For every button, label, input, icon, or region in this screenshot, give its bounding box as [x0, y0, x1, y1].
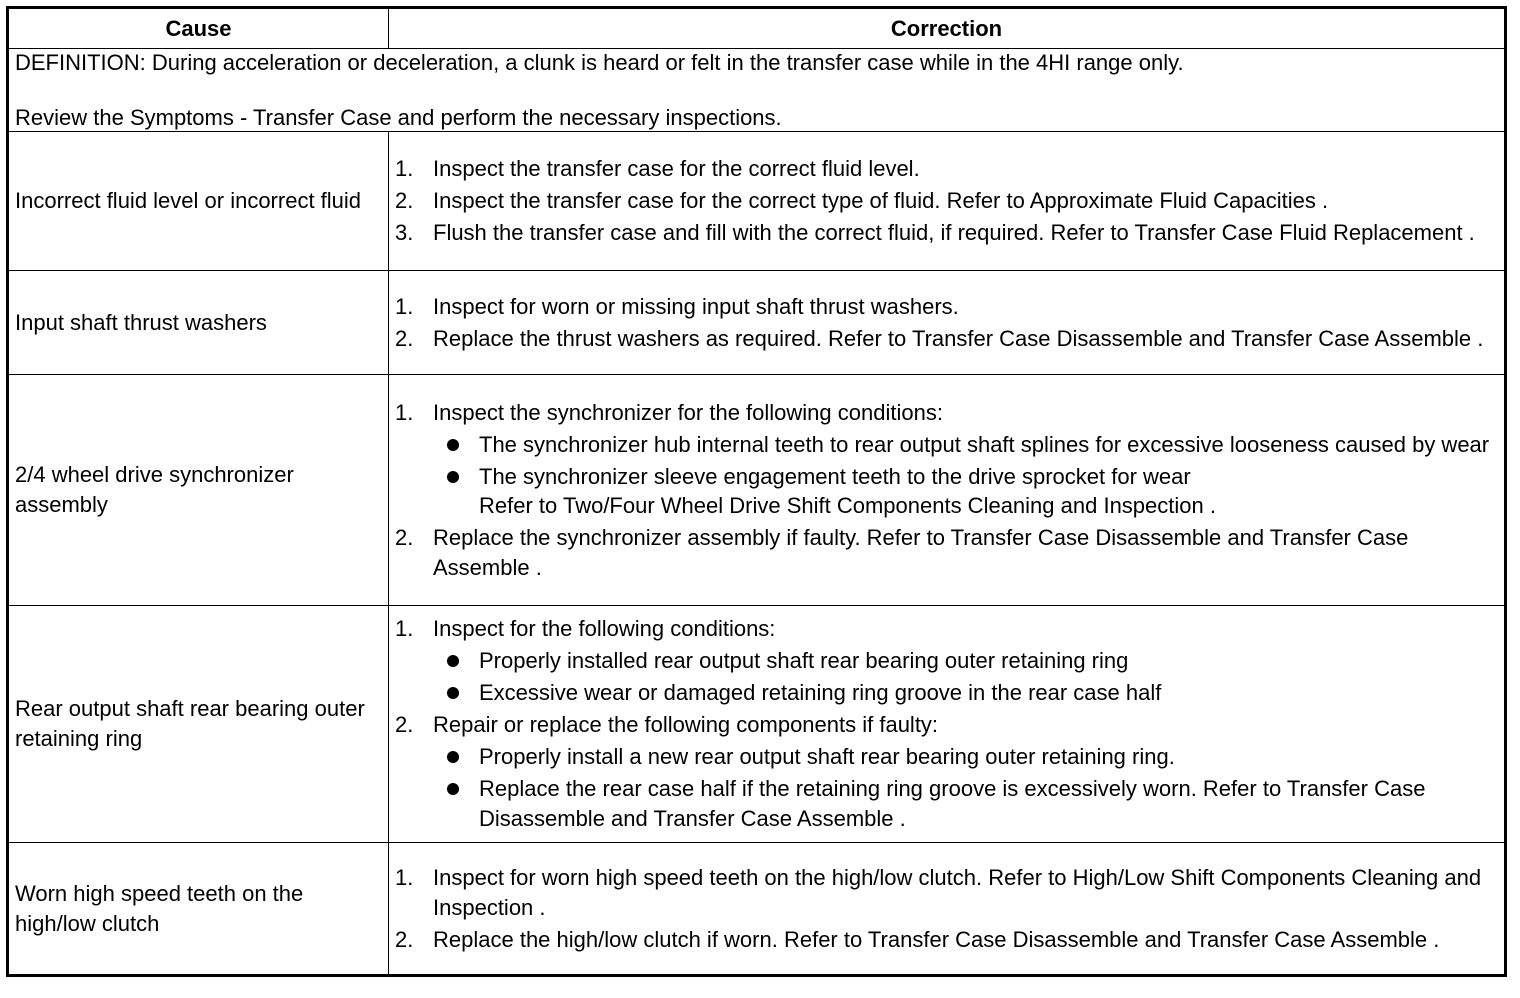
correction-cell [389, 606, 1506, 843]
bullet-dot-icon [447, 471, 459, 483]
correction-step [395, 925, 1498, 955]
step-text: Inspect the transfer case for the correct fluid level. [433, 156, 920, 181]
table-row [8, 375, 1506, 606]
step-number: 1. [395, 616, 414, 641]
bullet-dot-icon [447, 439, 459, 451]
bullet-text: Properly installed rear output shaft rear bearing outer retaining ring [479, 648, 1129, 673]
correction-cell [389, 375, 1506, 606]
step-number: 2. [395, 524, 414, 550]
header-cause: Cause [8, 8, 389, 49]
definition-cell [8, 49, 1506, 132]
step-text: Repair or replace the following components if faulty: [433, 712, 939, 737]
step-text: Inspect for worn high speed teeth on the high/low clutch. Refer to High/Low Shift Components Cleaning and Inspection . [433, 864, 1482, 920]
header-correction: Correction [389, 8, 1506, 49]
step-text: Replace the synchronizer assembly if faulty. Refer to Transfer Case Disassemble and Transfer Case Assemble . [433, 524, 1409, 580]
correction-step [395, 218, 1498, 248]
header-row [8, 8, 1506, 49]
correction-step [395, 614, 1498, 644]
cause-cell: Incorrect fluid level or incorrect fluid [8, 132, 389, 271]
correction-cell [389, 271, 1506, 375]
correction-step [395, 710, 1498, 740]
table-row [8, 132, 1506, 271]
step-number: 2. [395, 325, 414, 351]
bullet-text: The synchronizer sleeve engagement teeth to the drive sprocket for wear [479, 463, 1191, 489]
bullet-dot-icon [447, 655, 459, 667]
table-row [8, 606, 1506, 843]
table-row [8, 843, 1506, 976]
bullet-item [445, 774, 1498, 834]
cause-cell: Worn high speed teeth on the high/low clutch [8, 843, 389, 976]
cause-cell: Input shaft thrust washers [8, 271, 389, 375]
step-number: 2. [395, 712, 414, 737]
bullet-text: Replace the rear case half if the retaining ring groove is excessively worn. Refer to Transfer Case Disassemble and Transfer Case Assemble . [479, 776, 1426, 831]
bullet-dot-icon [447, 687, 459, 699]
step-text: Replace the thrust washers as required. Refer to Transfer Case Disassemble and Transfer Case Assemble . [433, 325, 1484, 351]
bullet-item [445, 646, 1498, 676]
bullet-item [445, 430, 1498, 460]
step-number: 3. [395, 220, 414, 245]
definition-row [8, 49, 1506, 132]
bullet-text: The synchronizer hub internal teeth to rear output shaft splines for excessive looseness caused by wear [479, 431, 1490, 457]
bullet-dot-icon [447, 751, 459, 763]
correction-step [395, 863, 1498, 923]
cause-cell: 2/4 wheel drive synchronizer assembly [8, 375, 389, 606]
step-text: Flush the transfer case and fill with the correct fluid, if required. Refer to Transfer Case Fluid Replacement . [433, 220, 1475, 245]
correction-cell [389, 132, 1506, 271]
bullet-dot-icon [447, 783, 459, 795]
definition-text: DEFINITION: During acceleration or deceleration, a clunk is heard or felt in the transfer case while in the 4HI range only. [15, 50, 1184, 75]
correction-step [395, 523, 1498, 583]
bullet-text: Properly install a new rear output shaft rear bearing outer retaining ring. [479, 744, 1175, 769]
bullet-text: Excessive wear or damaged retaining ring groove in the rear case half [479, 680, 1162, 705]
step-text: Inspect for worn or missing input shaft thrust washers. [433, 293, 959, 319]
step-text: Inspect the transfer case for the correct type of fluid. Refer to Approximate Fluid Capacities . [433, 188, 1329, 213]
correction-step [395, 186, 1498, 216]
step-text: Replace the high/low clutch if worn. Refer to Transfer Case Disassemble and Transfer Case Assemble . [433, 926, 1440, 952]
step-number: 2. [395, 188, 414, 213]
bullet-item [445, 462, 1498, 492]
step-number: 1. [395, 293, 414, 319]
bullet-item [445, 678, 1498, 708]
correction-step [395, 292, 1498, 322]
diagnostic-table [6, 6, 1507, 977]
bullet-item [445, 742, 1498, 772]
cause-cell: Rear output shaft rear bearing outer retaining ring [8, 606, 389, 843]
step-number: 1. [395, 399, 414, 425]
step-number: 2. [395, 926, 414, 952]
step-number: 1. [395, 864, 414, 890]
correction-cell [389, 843, 1506, 976]
correction-step [395, 398, 1498, 428]
review-text: Review the Symptoms - Transfer Case and perform the necessary inspections. [15, 105, 782, 130]
table-row [8, 271, 1506, 375]
step-text: Inspect the synchronizer for the following conditions: [433, 399, 943, 425]
reference-note: Refer to Two/Four Wheel Drive Shift Components Cleaning and Inspection . [479, 492, 1216, 518]
step-number: 1. [395, 156, 414, 181]
correction-step [395, 154, 1498, 184]
step-text: Inspect for the following conditions: [433, 616, 776, 641]
correction-step [395, 324, 1498, 354]
